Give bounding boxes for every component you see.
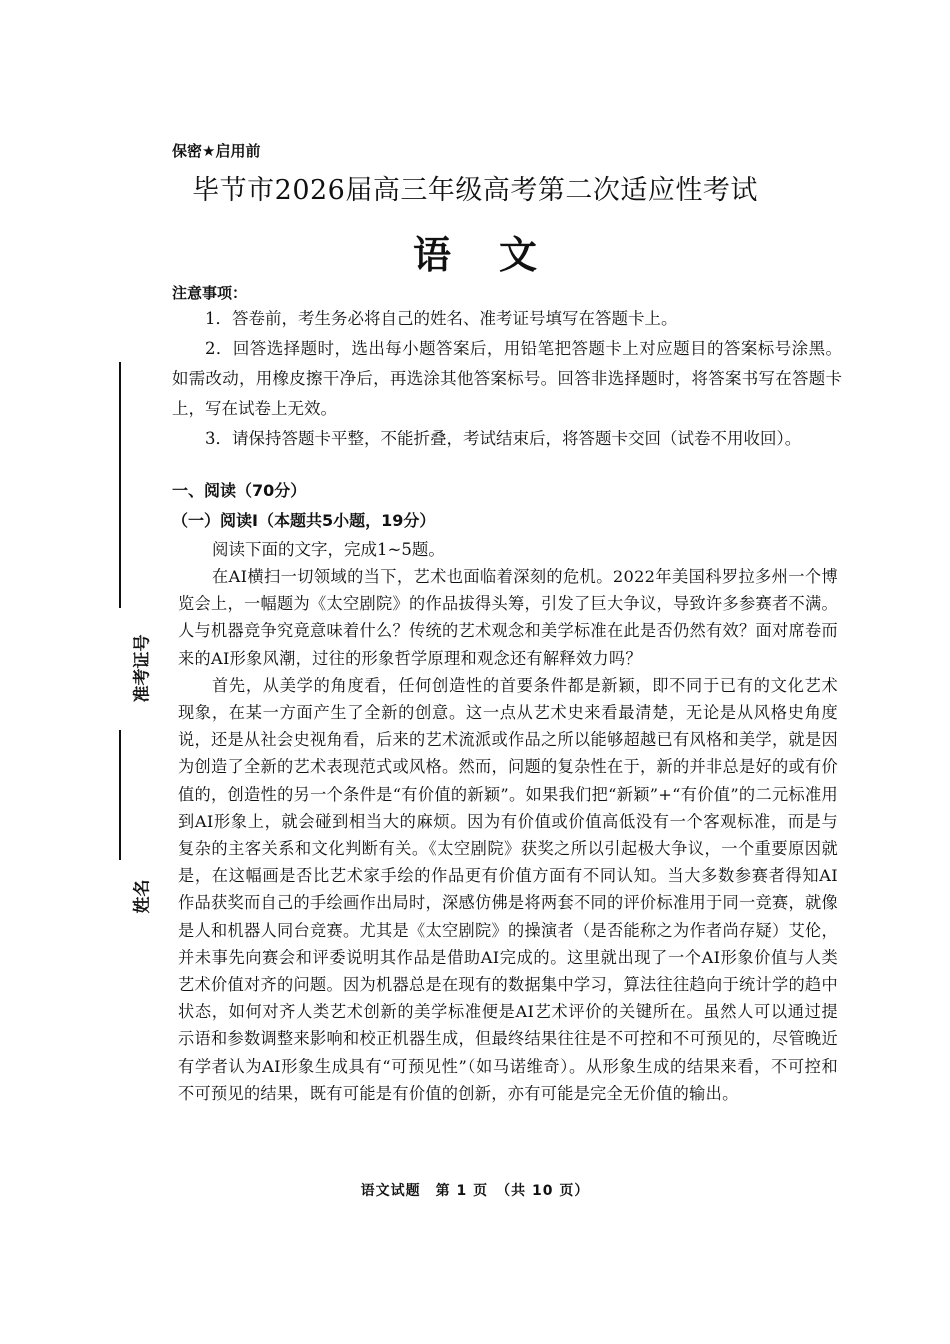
section-heading: 一、阅读（70分） bbox=[172, 481, 307, 500]
name-label: 姓名 bbox=[132, 879, 153, 914]
name-fill-line bbox=[119, 730, 121, 860]
notice-list bbox=[172, 304, 842, 454]
reading-instruction: 阅读下面的文字，完成1~5题。 bbox=[212, 540, 445, 559]
page-footer: 语文试题 第 1 页 （共 10 页） bbox=[360, 1183, 590, 1199]
passage-paragraph: 在AI横扫一切领域的当下，艺术也面临着深刻的危机。2022年美国科罗拉多州一个博览会上，一幅题为《太空剧院》的作品拔得头筹，引发了巨大争议，导致许多参赛者不满。人与机器竞争究竟意味着什么？传统的艺术观念和美学标准在此是否仍然有效？面对席卷而来的AI形象风潮，过往的形象哲学原理和观念还有解释效力吗？ bbox=[178, 567, 838, 668]
notice-item: 1．答卷前，考生务必将自己的姓名、准考证号填写在答题卡上。 bbox=[205, 309, 678, 328]
confidential-mark: 保密★启用前 bbox=[172, 142, 261, 160]
exam-id-fill-line bbox=[119, 362, 121, 608]
notice-item: 3．请保持答题卡平整，不能折叠，考试结束后，将答题卡交回（试卷不用收回）。 bbox=[205, 429, 802, 448]
reading-passage bbox=[178, 563, 838, 1107]
exam-title: 毕节市2026届高三年级高考第二次适应性考试 bbox=[192, 175, 758, 206]
exam-id-label: 准考证号 bbox=[132, 634, 153, 703]
notice-item: 2．回答选择题时，选出每小题答案后，用铅笔把答题卡上对应题目的答案标号涂黑。如需改动，用橡皮擦干净后，再选涂其他答案标号。回答非选择题时，将答案书写在答题卡上，写在试卷上无效。 bbox=[172, 339, 842, 418]
passage-paragraph: 首先，从美学的角度看，任何创造性的首要条件都是新颖，即不同于已有的文化艺术现象，在某一方面产生了全新的创意。这一点从艺术史来看最清楚，无论是从风格史角度说，还是从社会史视角看，后来的艺术流派或作品之所以能够超越已有风格和美学，就是因为创造了全新的艺术表现范式或风格。然而，问题的复杂性在于，新的并非总是好的或有价值的，创造性的另一个条件是“有价值的新颖”。如果我们把“新颖”+“有价值”的二元标准用到AI形象上，就会碰到相当大的麻烦。因为有价值或价值高低没有一个客观标准，而是与复杂的主客关系和文化判断有关。《太空剧院》获奖之所以引起极大争议，一个重要原因就是，在这幅画是否比艺术家手绘的作品更有价值方面有不同认知。当大多数参赛者得知AI作品获奖而自己的手绘画作出局时，深感仿佛是将两套不同的评价标准用于同一竞赛，就像是人和机器人同台竞赛。尤其是《太空剧院》的操演者（是否能称之为作者尚存疑）艾伦，并未事先向赛会和评委说明其作品是借助AI完成的。这里就出现了一个AI形象价值与人类艺术价值对齐的问题。因为机器总是在现有的数据集中学习，算法往往趋向于统计学的趋中状态，如何对齐人类艺术创新的美学标准便是AI艺术评价的关键所在。虽然人可以通过提示语和参数调整来影响和校正机器生成，但最终结果往往是不可控和不可预见的，尽管晚近有学者认为AI形象生成具有“可预见性”（如马诺维奇）。从形象生成的结果来看，不可控和不可预见的结果，既有可能是有价值的创新，亦有可能是完全无价值的输出。 bbox=[178, 675, 838, 1103]
notice-heading: 注意事项： bbox=[172, 284, 248, 302]
subsection-heading: （一）阅读Ⅰ（本题共5小题，19分） bbox=[172, 511, 436, 530]
subject-title: 语文 bbox=[412, 232, 585, 277]
